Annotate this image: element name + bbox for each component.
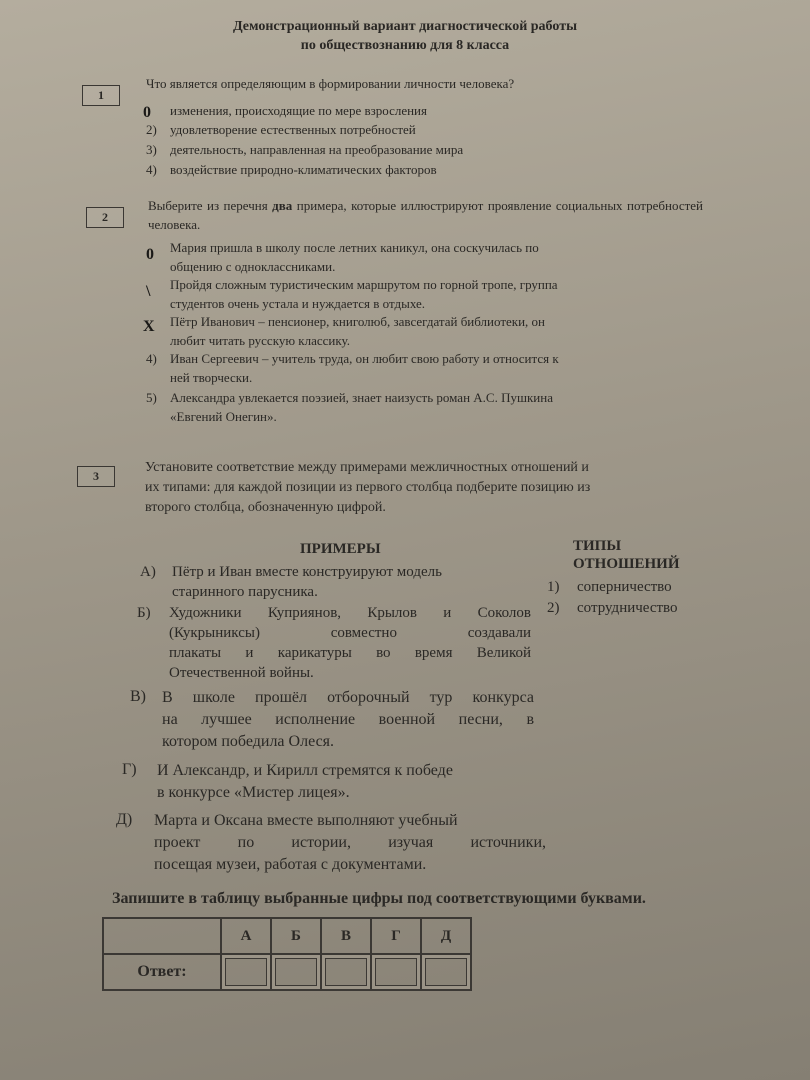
q2-option-5-number: 5) — [146, 390, 157, 405]
answer-table-answer-row — [103, 954, 471, 990]
question-3-text — [145, 458, 590, 518]
q1-option-4-text: воздействие природно-климатических факторов — [170, 162, 437, 177]
q2-option-4-line1: Иван Сергеевич – учитель труда, он любит свою работу и относится к — [170, 351, 559, 366]
example-a-line1: Пётр и Иван вместе конструируют модель — [172, 564, 442, 580]
q1-option-2-number: 2) — [146, 122, 157, 137]
q2-option-3-line1: Пётр Иванович – пенсионер, книголюб, завсегдатай библиотеки, он — [170, 314, 546, 329]
type-option-1-text: соперничество — [577, 579, 672, 595]
example-v-line3: котором победила Олеся. — [162, 733, 335, 750]
example-v-text — [162, 687, 534, 753]
column-heading-types-line1: ТИПЫ — [573, 538, 622, 554]
type-option-2-number: 2) — [547, 600, 560, 616]
example-g-line2: в конкурсе «Мистер лицея». — [157, 784, 350, 801]
q2-option-2 — [146, 275, 706, 312]
q1-option-1-text: изменения, происходящие по мере взросления — [170, 103, 427, 118]
column-heading-types-line2: ОТНОШЕНИЙ — [573, 556, 680, 572]
q2-option-3 — [146, 312, 706, 349]
question-2-number: 2 — [86, 207, 124, 228]
q2-option-5-line1: Александра увлекается поэзией, знает наизусть роман А.С. Пушкина — [170, 390, 553, 405]
answer-cell-v[interactable] — [321, 954, 371, 990]
q1-option-4 — [146, 160, 437, 179]
example-g-letter: Г) — [122, 761, 137, 778]
q1-option-3-text: деятельность, направленная на преобразование мира — [170, 142, 464, 157]
type-option-1-number: 1) — [547, 579, 560, 595]
answer-cell-d[interactable] — [421, 954, 471, 990]
example-g-text — [157, 760, 537, 804]
q2-option-4 — [146, 349, 706, 388]
answer-table-header-row — [103, 918, 471, 954]
q2-option-3-line2: любит читать русскую классику. — [170, 333, 350, 348]
example-d-line1: Марта и Оксана вместе выполняют учебный — [154, 812, 458, 829]
q1-option-3 — [146, 140, 463, 159]
answer-mark-q2-3: X — [143, 318, 155, 335]
example-a-text — [172, 562, 528, 602]
question-3-number: 3 — [77, 466, 115, 487]
example-g-line1: И Александр, и Кирилл стремятся к победе — [157, 762, 453, 779]
question-2-text — [148, 196, 703, 234]
answer-cell-a[interactable] — [221, 954, 271, 990]
q3-text-line1: Установите соответствие между примерами межличностных отношений и — [145, 460, 589, 475]
type-option-2 — [547, 598, 678, 618]
example-b-line1: Художники Куприянов, Крылов и Соколов — [169, 605, 531, 621]
answer-cell-b[interactable] — [271, 954, 321, 990]
q3-text-line2: их типами: для каждой позиции из первого столбца подберите позицию из — [145, 480, 591, 495]
q3-text-line3: второго столбца, обозначенную цифрой. — [145, 500, 386, 515]
q1-option-3-number: 3) — [146, 142, 157, 157]
q2-option-4-line2: ней творчески. — [170, 370, 253, 385]
type-option-1 — [547, 577, 672, 597]
example-d-text — [154, 810, 546, 876]
answer-mark-q2-2: \ — [146, 283, 151, 300]
answer-table-letter-v: В — [321, 918, 371, 954]
answer-mark-q2-1: 0 — [146, 246, 154, 263]
example-b-line2: (Кукрыниксы) совместно создавали — [169, 625, 531, 641]
q2-option-1-line2: общению с одноклассниками. — [170, 259, 336, 274]
example-v-line2: на лучшее исполнение военной песни, в — [162, 711, 534, 728]
answer-table-letter-b: Б — [271, 918, 321, 954]
example-v-line1: В школе прошёл отборочный тур конкурса — [162, 689, 534, 706]
example-b-line3: плакаты и карикатуры во время Великой — [169, 645, 531, 661]
page-title-line2: по обществознанию для 8 класса — [300, 38, 510, 53]
example-d-line3: посещая музеи, работая с документами. — [154, 856, 427, 873]
type-option-2-text: сотрудничество — [577, 600, 678, 616]
question-1-number: 1 — [82, 85, 120, 106]
answer-table-corner — [103, 918, 221, 954]
question-1-text: Что является определяющим в формировании личности человека? — [146, 76, 515, 91]
example-b-text — [169, 603, 531, 683]
page-title-line1: Демонстрационный вариант диагностической работы — [233, 19, 577, 34]
example-a-letter: А) — [140, 564, 156, 580]
q1-option-2 — [146, 120, 416, 139]
q2-option-1 — [146, 238, 706, 275]
answer-table-letter-g: Г — [371, 918, 421, 954]
answer-table-letter-d: Д — [421, 918, 471, 954]
q2-text-emphasis: два — [272, 198, 293, 213]
answer-mark-q1: 0 — [143, 104, 151, 121]
example-a-line2: старинного парусника. — [172, 584, 318, 600]
q1-option-4-number: 4) — [146, 162, 157, 177]
example-b-letter: Б) — [137, 605, 151, 621]
answer-label: Ответ: — [103, 954, 221, 990]
q1-option-1 — [146, 101, 427, 120]
q2-option-4-number: 4) — [146, 351, 157, 366]
q2-option-1-line1: Мария пришла в школу после летних каникул, она соскучилась по — [170, 240, 539, 255]
q2-option-2-line2: студентов очень устала и нуждается в отдыхе. — [170, 296, 426, 311]
q1-option-2-text: удовлетворение естественных потребностей — [170, 122, 416, 137]
example-b-line4: Отечественной войны. — [169, 665, 314, 681]
answer-table — [102, 917, 472, 991]
column-heading-examples: ПРИМЕРЫ — [300, 541, 381, 557]
example-v-letter: В) — [130, 688, 146, 705]
q2-options — [146, 238, 706, 426]
q2-text-part1: Выберите из перечня — [148, 198, 273, 213]
q2-option-2-line1: Пройдя сложным туристическим маршрутом по горной тропе, группа — [170, 277, 558, 292]
example-d-line2: проект по истории, изучая источники, — [154, 834, 546, 851]
q2-option-5-line2: «Евгений Онегин». — [170, 409, 277, 424]
answer-table-letter-a: А — [221, 918, 271, 954]
example-d-letter: Д) — [116, 811, 133, 828]
table-instruction: Запишите в таблицу выбранные цифры под соответствующими буквами. — [112, 890, 646, 907]
answer-cell-g[interactable] — [371, 954, 421, 990]
q2-text-part2: примера, которые иллюстрируют проявление социальных потребностей человека. — [148, 198, 703, 232]
q2-option-5 — [146, 388, 706, 426]
